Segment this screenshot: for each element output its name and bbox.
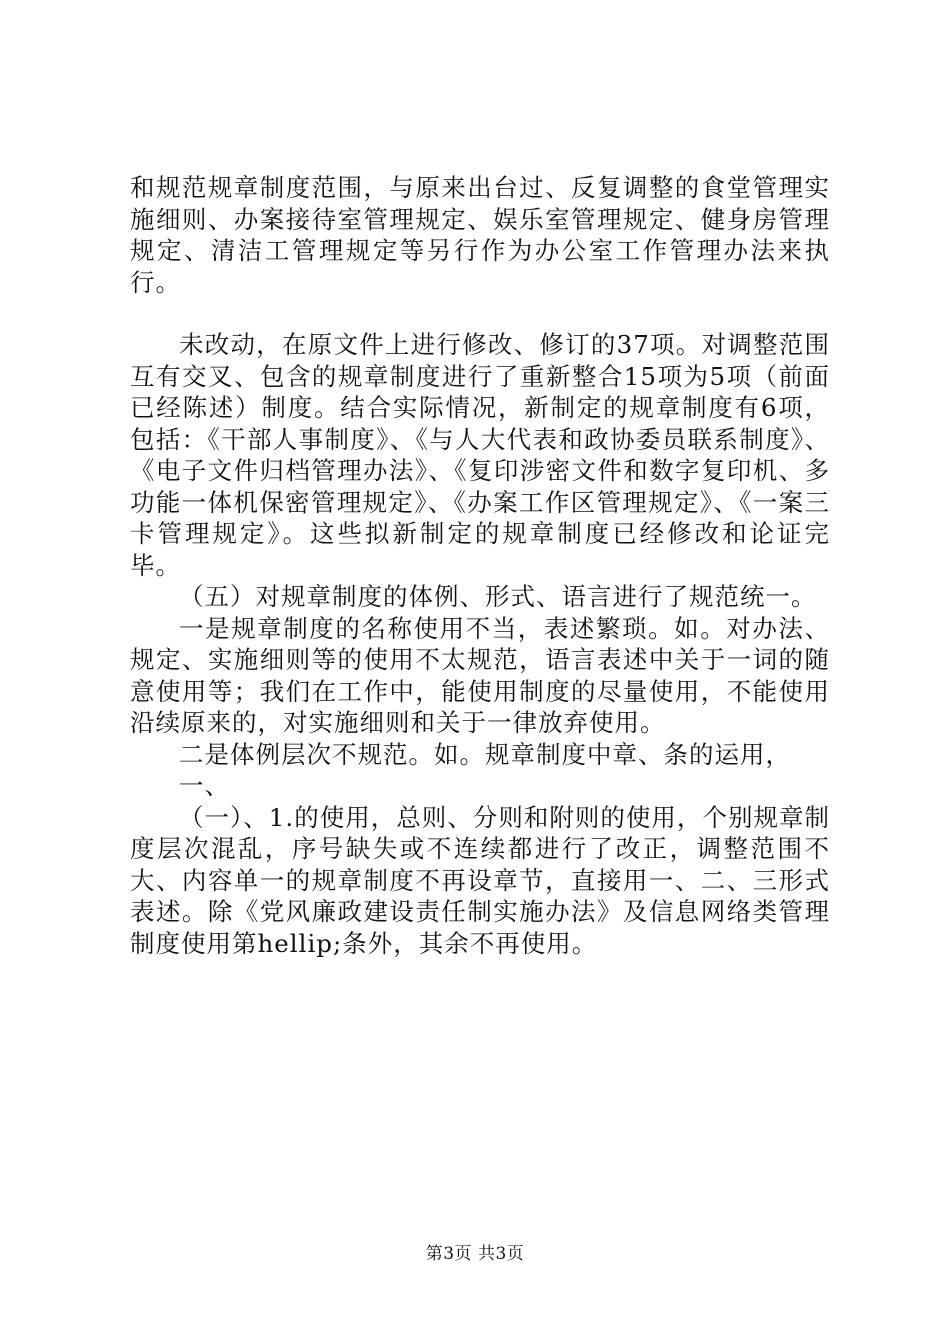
paragraph-point-two: 二是体例层次不规范。如。规章制度中章、条的运用， — [179, 739, 791, 769]
section-heading-five: （五）对规章制度的体例、形式、语言进行了规范统一。 — [179, 582, 817, 611]
paragraph-numbering-usage: （一）、1.的使用，总则、分则和附则的使用，个别规章制度层次混乱，序号缺失或不连续都进行了改正，调整范围不大、内容单一的规章制度不再设章节，直接用一、二、三形式表述。除《党风廉政建设责任制实施办法》及信息网络类管理制度使用第hellip;条外，其余不再使用。 — [130, 802, 830, 958]
paragraph-continuation: 和规范规章制度范围，与原来出台过、反复调整的食堂管理实施细则、办案接待室管理规定、娱乐室管理规定、健身房管理规定、清洁工管理规定等另行作为办公室工作管理办法来执行。 — [130, 173, 830, 297]
paragraph-numeral-one: 一、 — [179, 771, 230, 800]
paragraph-point-one: 一是规章制度的名称使用不当，表述繁琐。如。对办法、规定、实施细则等的使用不太规范，语言表述中关于一词的随意使用等；我们在工作中，能使用制度的尽量使用，不能使用沿续原来的，对实施细则和关于一律放弃使用。 — [130, 613, 830, 737]
page-number-footer: 第3页 共3页 — [425, 1244, 525, 1264]
paragraph-unchanged-items: 未改动，在原文件上进行修改、修订的37项。对调整范围互有交叉、包含的规章制度进行了重新整合15项为5项（前面已经陈述）制度。结合实际情况，新制定的规章制度有6项，包括：《干部人事制度》、《与人大代表和政协委员联系制度》、《电子文件归档管理办法》、《复印涉密文件和数字复印机、多功能一体机保密管理规定》、《办案工作区管理规定》、《一案三卡管理规定》。这些拟新制定的规章制度已经修改和论证完毕。 — [130, 330, 830, 580]
document-body — [130, 172, 830, 959]
